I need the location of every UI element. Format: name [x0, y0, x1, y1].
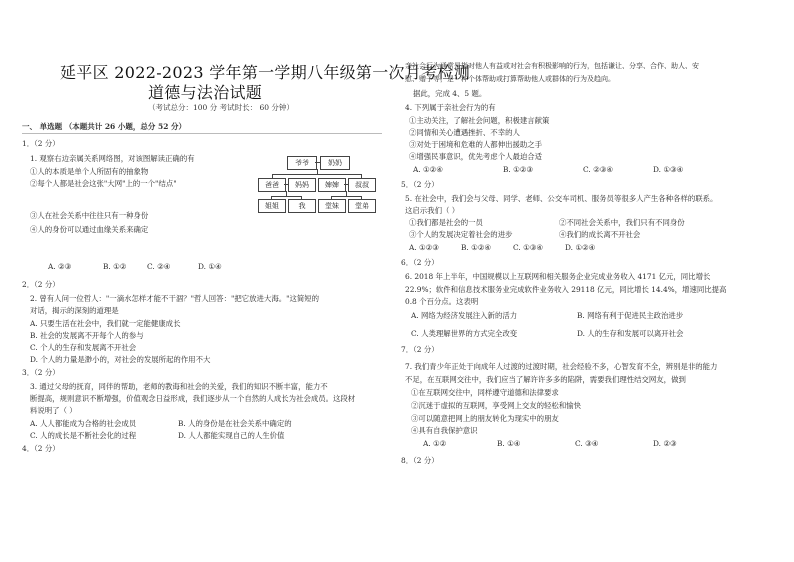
q4-choice-d: D. ①③④ [653, 165, 684, 174]
q4-stem: 4. 下列属于亲社会行为的有 [405, 103, 496, 112]
q5-choice-d: D. ①②④ [565, 243, 596, 252]
q4-score: 4．（2 分） [22, 444, 60, 453]
tree-connector [272, 174, 362, 175]
q6-option-d: D. 人的生存和发展可以离开社会 [577, 329, 684, 338]
q3-option-d: D. 人人都能实现自己的人生价值 [178, 431, 285, 440]
q7-line-2: 不足，在互联网交往中，我们应当了解许许多多的陷阱，需要我们理性结交网友，做到 [405, 375, 686, 384]
tree-connector [331, 196, 362, 197]
q2-score: 2．（2 分） [22, 280, 60, 289]
exam-info: （考试总分：100 分 考试时长： 60 分钟） [148, 103, 294, 112]
q3-option-a: A. 人人都能成为合格的社会成员 [30, 419, 137, 428]
q5-line-2: 这启示我们（ ） [405, 206, 460, 215]
q5-score: 5．（2 分） [401, 180, 439, 189]
q3-line-1: 3. 通过父母的抚育，同伴的帮助，老师的教诲和社会的关爱，我们的知识不断丰富，能力不 [30, 382, 328, 391]
tree-mom: 妈妈 [288, 178, 316, 192]
passage-line-1: 亲社会行为通常是指对他人有益或对社会有积极影响的行为，包括谦让、分享、合作、助人、安 [405, 62, 699, 70]
passage-line-2: 慰、赠予等，是一种个体帮助或打算帮助他人或群体的行为及趋向。 [405, 75, 615, 83]
tree-connector [315, 162, 320, 163]
q4-option-2: ②同情和关心遭遇挫折、不幸的人 [409, 128, 520, 137]
q1-choice-c: C. ②④ [147, 262, 171, 271]
q6-option-b: B. 网络有利于促进民主政治进步 [577, 311, 684, 320]
q7-score: 7．（2 分） [401, 345, 439, 354]
q3-line-3: 料说明了（ ） [30, 406, 77, 415]
q4-option-4: ④增强民事意识，优先考虑个人最迫合适 [409, 152, 543, 161]
q5-option-3: ③个人的发展决定着社会的进步 [409, 230, 513, 239]
q6-line-2: 22.9%；软件和信息技术服务业完成软件业务收入 29118 亿元，同比增长 14.4%，增速同比提高 [405, 285, 727, 294]
q1-choice-b: B. ①② [103, 262, 127, 271]
q7-choice-c: C. ③④ [575, 439, 599, 448]
tree-connector [271, 196, 302, 197]
q6-score: 6．（2 分） [401, 258, 439, 267]
tree-cousin-sister: 堂妹 [318, 199, 346, 213]
tree-connector [284, 184, 288, 185]
q7-choice-d: D. ②③ [653, 439, 677, 448]
q1-option-2: ②每个人都是社会这张"大网"上的一个"结点" [30, 179, 177, 188]
tree-sister: 姐姐 [258, 199, 286, 213]
tree-cousin-brother: 堂弟 [348, 199, 376, 213]
tree-connector [344, 184, 348, 185]
q5-choice-c: C. ①③④ [513, 243, 543, 252]
passage-prompt: 据此，完成 4、5 题。 [413, 89, 487, 98]
q1-choice-a: A. ②③ [48, 262, 72, 271]
tree-me: 我 [288, 199, 316, 213]
q2-option-d: D. 个人的力量是渺小的，对社会的发展所起的作用不大 [30, 355, 211, 364]
section-heading: 一、 单选题 （本题共计 26 小题，总分 52 分） [22, 122, 187, 131]
q3-option-b: B. 人的身份是在社会关系中确定的 [178, 419, 292, 428]
q4-option-1: ①主动关注，了解社会问题，积极建言献策 [409, 116, 550, 125]
tree-dad: 爸爸 [258, 178, 286, 192]
q4-choice-a: A. ①②④ [413, 165, 443, 174]
q7-option-2: ②沉迷于虚拟的互联网，享受网上交友的轻松和愉快 [411, 401, 581, 410]
q7-option-3: ③可以随意把网上的朋友转化为现实中的朋友 [411, 414, 559, 423]
q6-line-1: 6. 2018 年上半年，中国规模以上互联网和相关服务企业完成业务收入 4171 亿元，同比增长 [405, 272, 711, 281]
q5-option-1: ①我们都是社会的一员 [409, 218, 483, 227]
q1-option-1: ①人的本质是单个人所固有的抽象物 [30, 167, 149, 176]
tree-grandma: 奶奶 [320, 156, 350, 170]
q2-line-2: 对话，揭示的深刻的道理是 [30, 306, 119, 315]
exam-title-line2: 道德与法治试题 [148, 83, 263, 102]
q3-score: 3．（2 分） [22, 368, 60, 377]
q4-choice-b: B. ①②③ [503, 165, 534, 174]
q2-line-1: 2. 曾有人问一位哲人："一滴水怎样才能不干涸？"哲人回答："把它放进大海。"这简短的 [30, 294, 320, 303]
q6-option-a: A. 网络为经济发展注入新的活力 [411, 311, 518, 320]
divider [22, 133, 382, 134]
q5-choice-b: B. ①②④ [461, 243, 492, 252]
q4-option-3: ③对处于困境和危难的人都伸出援助之手 [409, 140, 543, 149]
q5-option-4: ④我们的成长离不开社会 [559, 230, 641, 239]
q7-option-1: ①在互联网交往中，同样遵守道德和法律要求 [411, 388, 559, 397]
q8-score: 8．（2 分） [401, 456, 439, 465]
q5-option-2: ②不同社会关系中，我们只有不同身份 [559, 218, 685, 227]
q2-option-a: A. 只要生活在社会中，我们就一定能健康成长 [30, 319, 181, 328]
q4-choice-c: C. ②③④ [583, 165, 613, 174]
q1-choice-d: D. ①④ [198, 262, 222, 271]
q7-line-1: 7. 我们青少年正处于向成年人过渡的过渡时期，社会经验不多，心智发育不全，辨别是非的能力 [405, 362, 718, 371]
q1-stem: 1. 观察右边亲属关系网络图，对该图解读正确的有 [30, 154, 195, 163]
q3-line-2: 断提高，规则意识不断增强，价值观念日益形成，我们逐步从一个自然的人成长为社会成员。这段材 [30, 394, 356, 403]
exam-title-line1: 延平区 2022-2023 学年第一学期八年级第一次月考检测 [60, 63, 471, 82]
q3-option-c: C. 人的成长是不断社会化的过程 [30, 431, 137, 440]
q1-option-4: ④人的身份可以通过血缘关系来确定 [30, 225, 149, 234]
q5-choice-a: A. ①②③ [409, 243, 439, 252]
q2-option-c: C. 个人的生存和发展离不开社会 [30, 343, 137, 352]
q7-choice-a: A. ①② [423, 439, 447, 448]
q6-line-3: 0.8 个百分点。这表明 [405, 297, 479, 306]
q7-choice-b: B. ①④ [497, 439, 521, 448]
q7-option-4: ④具有自我保护意识 [411, 426, 478, 435]
q5-line-1: 5. 在社会中，我们会与父母、同学、老师、公交车司机、服务员等很多人产生各种各样的联系。 [405, 194, 718, 203]
q1-option-3: ③人在社会关系中往往只有一种身份 [30, 211, 149, 220]
q6-option-c: C. 人类理解世界的方式完全改变 [411, 329, 518, 338]
tree-grandpa: 爷爷 [287, 156, 317, 170]
q2-option-b: B. 社会的发展离不开每个人的参与 [30, 331, 144, 340]
q1-score: 1．（2 分） [22, 139, 60, 148]
tree-uncle: 叔叔 [348, 178, 376, 192]
tree-aunt: 婶婶 [318, 178, 346, 192]
